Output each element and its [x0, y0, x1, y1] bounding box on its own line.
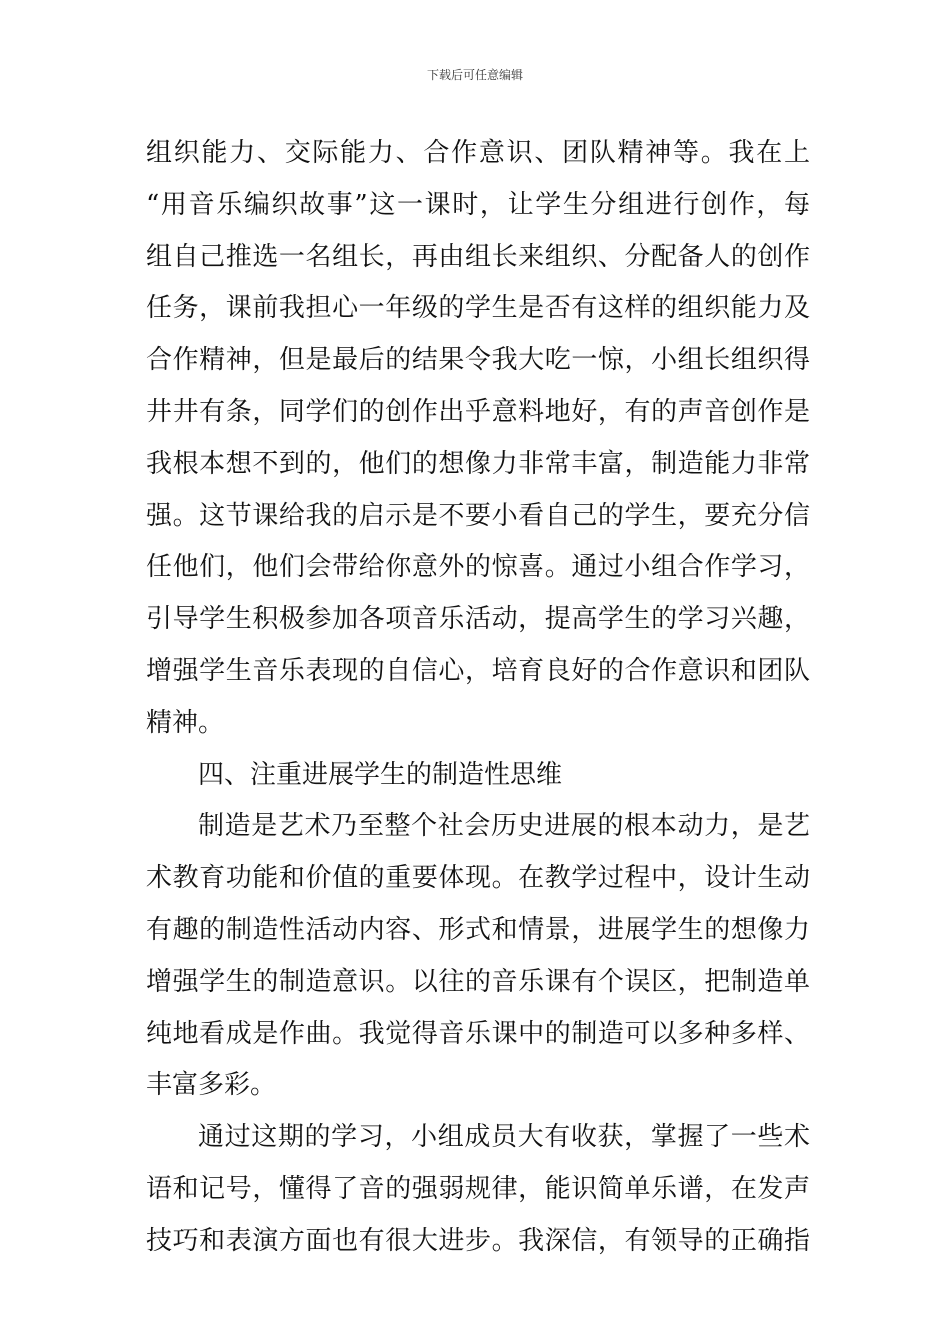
- paragraph-line: 增强学生音乐表现的自信心，培育良好的合作意识和团队: [146, 655, 810, 686]
- paragraph-line: “用音乐编织故事”这一课时，让学生分组进行创作，每: [146, 189, 810, 220]
- paragraph-line: 任务，课前我担心一年级的学生是否有这样的组织能力及: [146, 293, 810, 324]
- paragraph-line: 增强学生的制造意识。以往的音乐课有个误区，把制造单: [146, 966, 810, 997]
- paragraph-line: 强。这节课给我的启示是不要小看自己的学生，要充分信: [146, 500, 810, 531]
- paragraph-line: 丰富多彩。: [146, 1070, 277, 1101]
- body-text: [146, 128, 810, 1268]
- paragraph-line: 任他们，他们会带给你意外的惊喜。通过小组合作学习，: [146, 552, 810, 583]
- paragraph-line: 纯地看成是作曲。我觉得音乐课中的制造可以多种多样、: [146, 1018, 810, 1049]
- section-heading: 四、注重进展学生的制造性思维: [198, 759, 563, 790]
- paragraph-line: 精神。: [146, 707, 225, 738]
- paragraph-line: 引导学生积极参加各项音乐活动，提高学生的学习兴趣，: [146, 604, 810, 635]
- paragraph-line: 术教育功能和价值的重要体现。在教学过程中，设计生动: [146, 863, 810, 894]
- paragraph-line: 组自己推选一名组长，再由组长来组织、分配备人的创作: [146, 241, 810, 272]
- paragraph-line: 井井有条，同学们的创作出乎意料地好，有的声音创作是: [146, 396, 810, 427]
- paragraph-line: 通过这期的学习，小组成员大有收获，掌握了一些术: [198, 1122, 810, 1153]
- paragraph-line: 制造是艺术乃至整个社会历史进展的根本动力，是艺: [198, 811, 810, 842]
- header-note: 下载后可任意编辑: [426, 68, 523, 82]
- paragraph-line: 技巧和表演方面也有很大进步。我深信，有领导的正确指: [146, 1225, 810, 1256]
- paragraph-line: 组织能力、交际能力、合作意识、团队精神等。我在上: [146, 138, 810, 168]
- paragraph-line: 有趣的制造性活动内容、形式和情景，进展学生的想像力: [146, 914, 810, 945]
- paragraph-line: 语和记号，懂得了音的强弱规律，能识简单乐谱，在发声: [146, 1173, 810, 1204]
- paragraph-line: 我根本想不到的，他们的想像力非常丰富，制造能力非常: [146, 448, 810, 479]
- paragraph-line: 合作精神，但是最后的结果令我大吃一惊，小组长组织得: [146, 345, 810, 376]
